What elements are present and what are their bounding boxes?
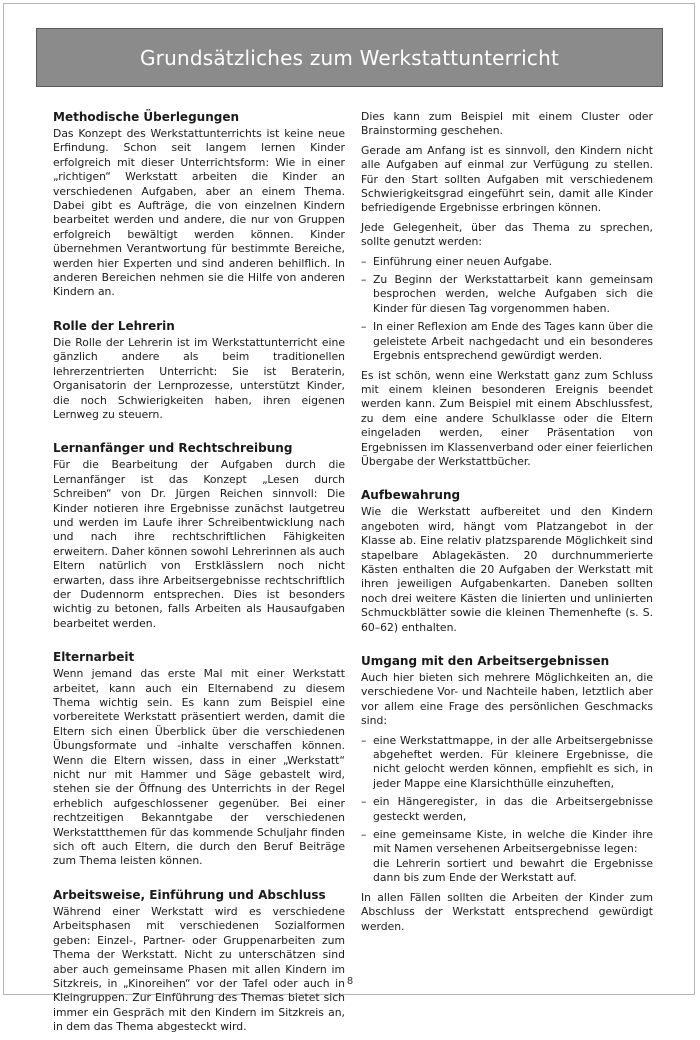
paragraph: Während einer Werkstatt wird es verschiedene Arbeitsphasen mit verschiedenen Sozialformen geben: Einzel-, Partner- oder Gruppenarbeiten zum Thema der Werkstatt. Nicht zu unterschätzen sind aber auch gemeinsame Phasen mit allen Kindern im Sitzkreis, in „Kinoreihen“ vor der Tafel oder auch in Kleingruppen. Zur Einführung des Themas bietet sich immer ein Gespräch mit den Kindern im Sitzkreis an, in dem das Thema abgesteckt wird. (53, 904, 345, 1034)
section-heading: Arbeitsweise, Einführung und Abschluss (53, 887, 326, 902)
paragraph: Auch hier bieten sich mehrere Möglichkeiten an, die verschiedene Vor- und Nachteile haben, letztlich aber vor allem eine Frage des persönlichen Geschmacks sind: (361, 671, 653, 728)
section-elternarbeit (53, 650, 345, 869)
list-item: – Einführung einer neuen Aufgabe. (361, 255, 653, 269)
page-number: 8 (346, 976, 354, 987)
section-heading: Elternarbeit (53, 650, 135, 665)
section-aufbewahrung (361, 488, 653, 635)
section-lernanfaenger (53, 441, 345, 631)
list-item-text: eine gemeinsame Kiste, in welche die Kinder ihre mit Namen versehenen Arbeitsergebnisse legen: (373, 828, 653, 856)
paragraph: Dies kann zum Beispiel mit einem Cluster oder Brainstorming geschehen. (361, 110, 653, 138)
title-banner (36, 28, 663, 87)
section-rolle-der-lehrerin (53, 319, 345, 422)
paragraph: Für die Bearbeitung der Aufgaben durch die Lernanfänger ist das Konzept „Lesen durch Schreiben“ von Dr. Jürgen Reichen sinnvoll: Die Kinder notieren ihre Ergebnisse zunächst lautgetreu und werden im Laufe ihrer Schreibentwicklung nach und nach ihre rechtschriftlichen Fähigkeiten erweitern. Daher können sowohl Lehrerinnen als auch Eltern natürlich von Erstklässlern noch nicht erwarten, dass ihre Arbeitsergebnisse rechtschriftlich der Dudennorm entsprechen. Dies ist besonders wichtig zu betonen, falls Arbeiten als Hausaufgaben bearbeitet werden. (53, 458, 345, 630)
occasions-list (361, 255, 653, 364)
list-item-continuation: die Lehrerin sortiert und bewahrt die Ergebnisse dann bis zum Ende der Werkstatt auf. (373, 856, 653, 885)
section-heading: Aufbewahrung (361, 488, 461, 503)
paragraph: Es ist schön, wenn eine Werkstatt ganz zum Schluss mit einem kleinen besonderen Ereignis beendet werden kann. Zum Beispiel mit einem Abschlussfest, zu dem eine andere Schulklasse oder die Eltern eingeladen werden, einer Präsentation von Ergebnissen im Klassenverband oder einer feierlichen Übergabe der Werkstattbücher. (361, 368, 653, 468)
section-methodische-ueberlegungen (53, 110, 345, 300)
paragraph: In allen Fällen sollten die Arbeiten der Kinder zum Abschluss der Werkstatt entsprechend gewürdigt werden. (361, 890, 653, 933)
section-arbeitsweise (53, 888, 345, 1035)
section-heading: Rolle der Lehrerin (53, 318, 175, 333)
list-item: – eine Werkstattmappe, in der alle Arbeitsergebnisse abgeheftet werden. Für kleinere Ergebnisse, die nicht gelocht werden können, empfiehlt es sich, in jeder Mappe eine Klarsichthülle einzuheften, (361, 734, 653, 792)
page-title: Grundsätzliches zum Werkstattunterricht (139, 45, 560, 70)
section-heading: Lernanfänger und Rechtschreibung (53, 441, 293, 456)
section-heading: Methodische Überlegungen (53, 110, 240, 124)
paragraph: Wie die Werkstatt aufbereitet und den Kindern angeboten wird, hängt vom Platzangebot in der Klasse ab. Eine relativ platzsparende Möglichkeit sind stapelbare Ablagekästen. 20 durchnummerierte Kästen enthalten die 20 Aufgaben der Werkstatt mit ihren jeweiligen Aufgabenkarten. Daneben sollten noch drei weitere Kästen die linierten und unlinierten Schmuckblätter sowie die kleinen Themenhefte (s. S. 60–62) enthalten. (361, 505, 653, 634)
right-column (361, 110, 653, 939)
section-heading: Umgang mit den Arbeitsergebnissen (361, 654, 610, 668)
options-list (361, 734, 653, 886)
section-arbeitsergebnisse (361, 654, 653, 934)
paragraph: Das Konzept des Werkstattunterrichts ist keine neue Erfindung. Schon seit langem lernen Kinder erfolgreich mit dieser Unterrichtsform: Wie in einer „richtigen“ Werkstatt arbeiten die Kinder an verschiedenen Aufgaben, aber an einem Thema. Dabei gibt es Aufträge, die von einzelnen Kindern bearbeitet werden und andere, die nur von Gruppen erfolgreich bewältigt werden können. Kinder übernehmen Verantwortung für bestimmte Bereiche, werden hier Experten und sind anderen behilflich. In anderen Bereichen nehmen sie die Hilfe von anderen Kindern an. (53, 127, 345, 299)
list-item (361, 828, 653, 886)
paragraph: Gerade am Anfang ist es sinnvoll, den Kindern nicht alle Aufgaben auf einmal zur Verfügung zu stellen. Für den Start sollten Aufgaben mit verschiedenem Schwierigkeitsgrad eingeführt sein, damit alle Kinder befriedigende Ergebnisse erbringen können. (361, 143, 653, 215)
list-item: – In einer Reflexion am Ende des Tages kann über die geleistete Arbeit nachgedacht und ein besonderes Ergebnis entsprechend gewürdigt werden. (361, 320, 653, 363)
paragraph: Jede Gelegenheit, über das Thema zu sprechen, sollte genutzt werden: (361, 220, 653, 249)
list-item: – Zu Beginn der Werkstattarbeit kann gemeinsam besprochen werden, welche Aufgaben sich die Kinder für diesen Tag vorgenommen haben. (361, 273, 653, 316)
paragraph: Die Rolle der Lehrerin ist im Werkstattunterricht eine gänzlich andere als beim traditionellen lehrerzentrierten Unterricht: Sie ist Beraterin, Organisatorin der Lernprozesse, unterstützt Kinder, die noch Schwierigkeiten haben, ihren eigenen Lernweg zu steuern. (53, 335, 345, 421)
paragraph: Wenn jemand das erste Mal mit einer Werkstatt arbeitet, kann auch ein Elternabend zu diesem Thema wichtig sein. Es kann zum Beispiel eine vorbereitete Werkstatt präsentiert werden, damit die Eltern sich einen Überblick über die verschiedenen Übungsformate und -inhalte verschaffen können. Wenn die Eltern wissen, dass in einer „Werkstatt“ nicht nur mit Hammer und Säge gebastelt wird, stehen sie der Öffnung des Unterrichts in der Regel erheblich aufgeschlossener gegenüber. Bei einer rechtzeitigen Bekanntgabe der verschiedenen Werkstattthemen für das kommende Schuljahr finden sich oft auch Eltern, die durch den Beruf Beiträge zum Thema leisten können. (53, 667, 345, 868)
list-item: – ein Hängeregister, in das die Arbeitsergebnisse gesteckt werden, (361, 795, 653, 824)
left-column (53, 110, 345, 1040)
